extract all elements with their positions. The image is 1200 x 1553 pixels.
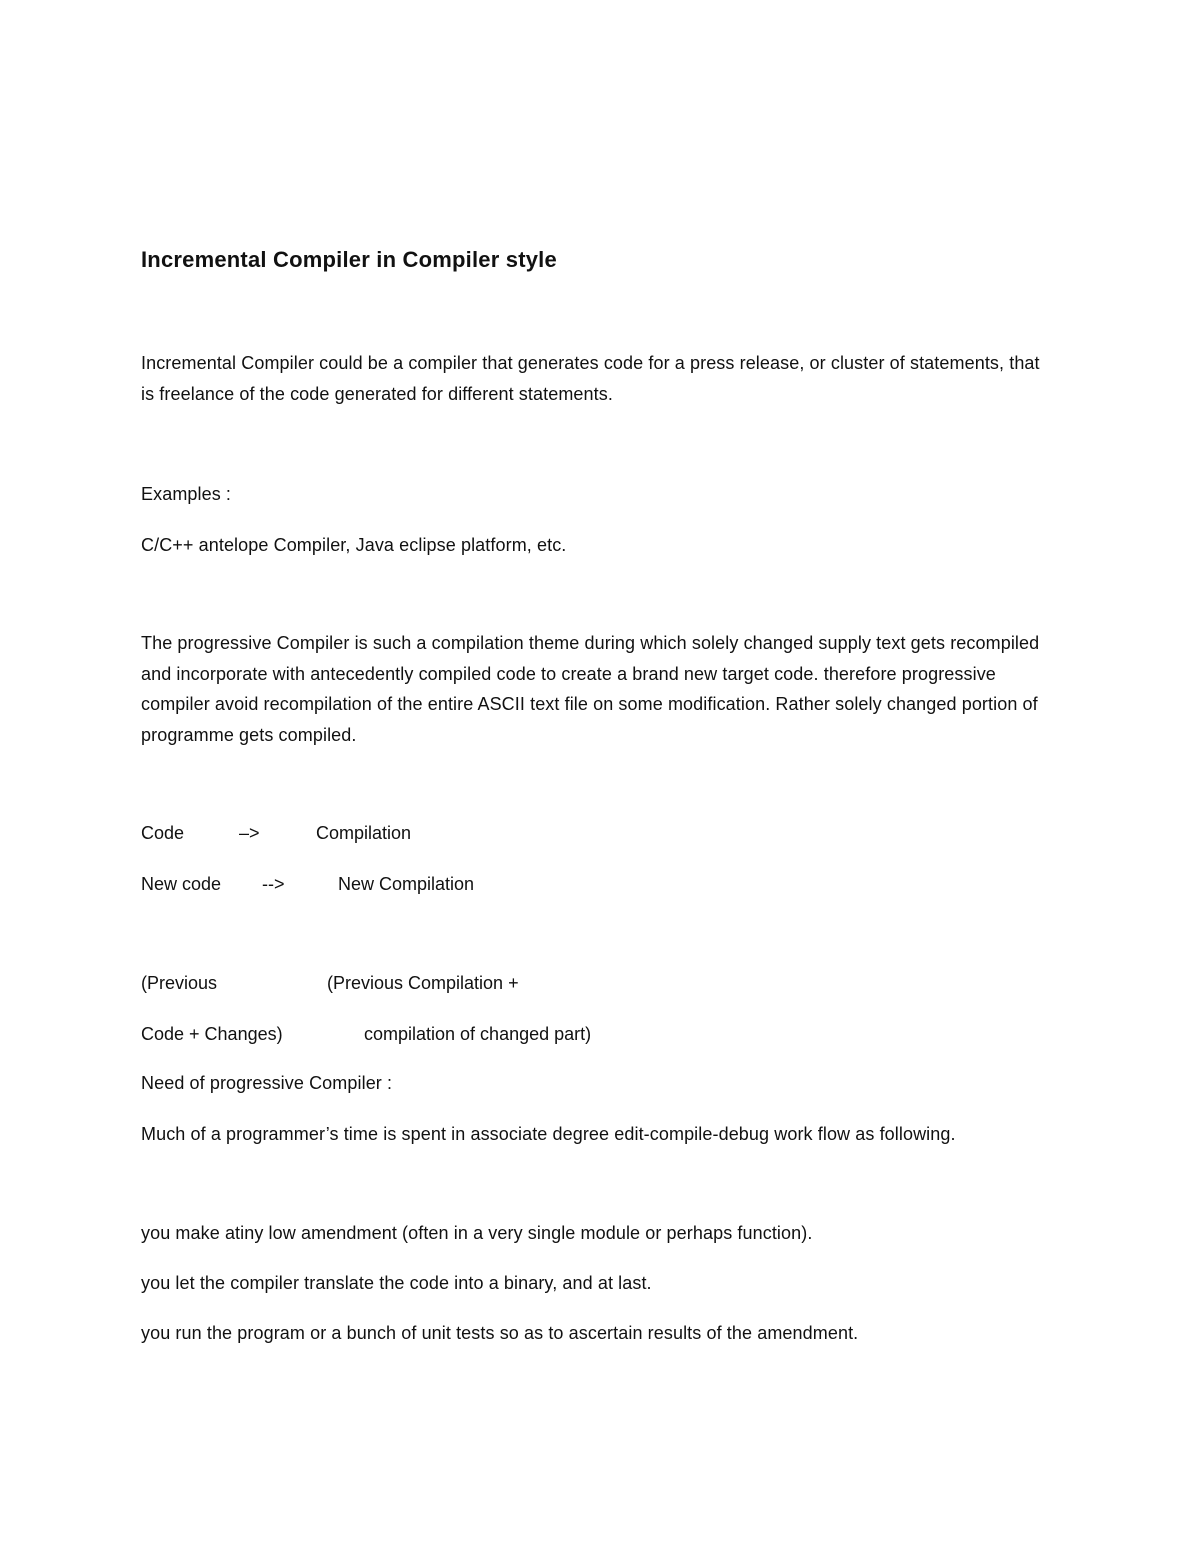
examples-label: Examples : xyxy=(141,484,232,504)
flow-left: Code xyxy=(141,823,185,843)
flow-right: New Compilation xyxy=(338,874,475,894)
flow-left: New code xyxy=(141,874,222,894)
examples-text: C/C++ antelope Compiler, Java eclipse platform, etc. xyxy=(141,535,567,555)
step-item: you run the program or a bunch of unit tests so as to ascertain results of the amendment. xyxy=(141,1323,859,1343)
flow-arrow: --> xyxy=(262,874,285,894)
need-heading: Need of progressive Compiler : xyxy=(141,1073,393,1093)
comparison-left: Code + Changes) xyxy=(141,1024,283,1044)
need-text: Much of a programmer’s time is spent in associate degree edit-compile-debug work flow as following. xyxy=(141,1124,956,1144)
step-item: you make atiny low amendment (often in a very single module or perhaps function). xyxy=(141,1223,813,1243)
comparison-right: compilation of changed part) xyxy=(364,1024,592,1044)
comparison-right: (Previous Compilation + xyxy=(327,973,519,993)
flow-arrow: –> xyxy=(239,823,260,843)
progressive-paragraph: The progressive Compiler is such a compilation theme during which solely changed supply text gets recompiled and incorporate with antecedently compiled code to create a brand new target code. therefore progressive compiler avoid recompilation of the entire ASCII text file on some modification. Rather solely changed portion of programme gets compiled. xyxy=(141,633,1040,745)
step-item: you let the compiler translate the code into a binary, and at last. xyxy=(141,1273,652,1293)
document-title: Incremental Compiler in Compiler style xyxy=(141,247,557,272)
intro-paragraph: Incremental Compiler could be a compiler that generates code for a press release, or cluster of statements, that is freelance of the code generated for different statements. xyxy=(141,353,1040,404)
comparison-left: (Previous xyxy=(141,973,218,993)
flow-right: Compilation xyxy=(316,823,412,843)
